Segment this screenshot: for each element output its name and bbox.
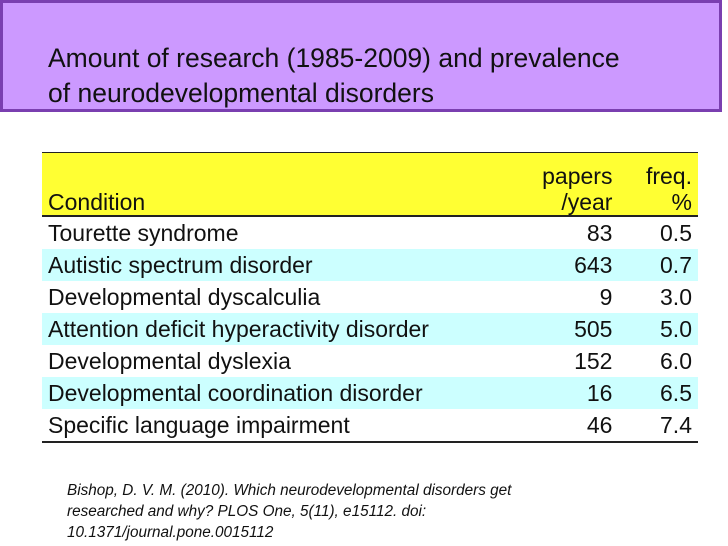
cell-freq: 7.4	[626, 409, 698, 442]
cell-papers: 46	[521, 409, 626, 442]
citation-line-3: 10.1371/journal.pone.0015112	[67, 524, 274, 541]
slide-title-line-1: Amount of research (1985-2009) and prevalence	[48, 43, 620, 73]
cell-papers: 643	[521, 249, 626, 281]
cell-condition: Developmental coordination disorder	[42, 377, 521, 409]
table-row	[42, 249, 698, 281]
citation	[67, 480, 627, 543]
cell-condition: Specific language impairment	[42, 409, 521, 442]
table-header-row	[42, 153, 698, 217]
cell-papers: 83	[521, 216, 626, 249]
cell-papers: 16	[521, 377, 626, 409]
table-row	[42, 345, 698, 377]
title-banner	[0, 0, 722, 112]
table-row	[42, 409, 698, 442]
cell-condition: Tourette syndrome	[42, 216, 521, 249]
header-papers-per-year: papers /year	[521, 153, 626, 217]
citation-line-1: Bishop, D. V. M. (2010). Which neurodevelopmental disorders get	[67, 482, 512, 499]
slide-title-line-2: of neurodevelopmental disorders	[48, 78, 434, 108]
cell-freq: 3.0	[626, 281, 698, 313]
cell-freq: 0.7	[626, 249, 698, 281]
cell-papers: 505	[521, 313, 626, 345]
cell-papers: 152	[521, 345, 626, 377]
citation-line-2: researched and why? PLOS One, 5(11), e15112. doi:	[67, 503, 427, 520]
cell-freq: 6.5	[626, 377, 698, 409]
header-frequency: freq. %	[626, 153, 698, 217]
cell-condition: Attention deficit hyperactivity disorder	[42, 313, 521, 345]
table-row	[42, 377, 698, 409]
cell-condition: Developmental dyscalculia	[42, 281, 521, 313]
disorders-table	[42, 152, 698, 443]
cell-papers: 9	[521, 281, 626, 313]
cell-condition: Autistic spectrum disorder	[42, 249, 521, 281]
header-condition: Condition	[42, 153, 521, 217]
cell-condition: Developmental dyslexia	[42, 345, 521, 377]
cell-freq: 0.5	[626, 216, 698, 249]
cell-freq: 5.0	[626, 313, 698, 345]
table-row	[42, 216, 698, 249]
table-row	[42, 281, 698, 313]
table-row	[42, 313, 698, 345]
cell-freq: 6.0	[626, 345, 698, 377]
